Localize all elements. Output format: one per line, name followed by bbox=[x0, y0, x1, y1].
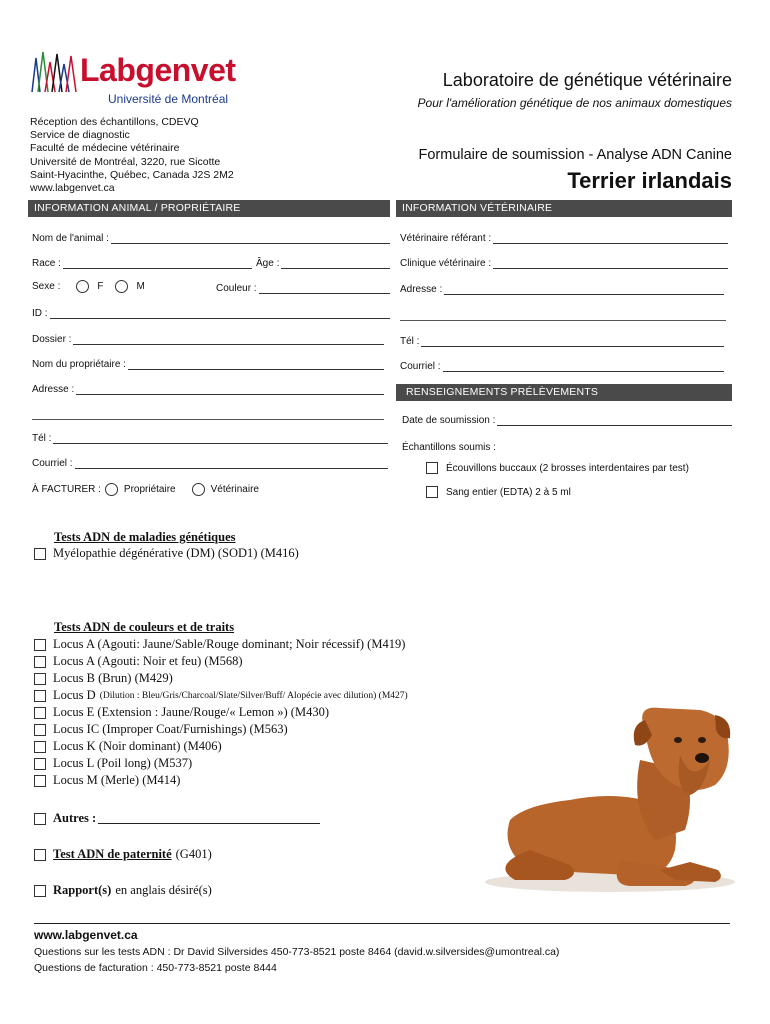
blood-option: Sang entier (EDTA) 2 à 5 ml bbox=[426, 486, 571, 498]
test-item: Locus D (Dilution : Bleu/Gris/Charcoal/Slate/Silver/Buff/ Alopécie avec dilution) (M427) bbox=[34, 688, 408, 703]
test-checkbox[interactable] bbox=[34, 673, 46, 685]
footer-divider bbox=[34, 923, 730, 924]
address-line: Service de diagnostic bbox=[30, 129, 130, 142]
swab-checkbox[interactable] bbox=[426, 462, 438, 474]
submission-date-field[interactable]: Date de soumission : bbox=[402, 415, 732, 426]
bill-vet-radio[interactable] bbox=[192, 483, 205, 496]
test-checkbox[interactable] bbox=[34, 707, 46, 719]
form-title: Formulaire de soumission - Analyse ADN Canine bbox=[418, 147, 732, 163]
test-checkbox[interactable] bbox=[34, 775, 46, 787]
dna-wave-icon bbox=[30, 50, 82, 94]
section-animal: INFORMATION ANIMAL / PROPRIÉTAIRE bbox=[28, 200, 390, 217]
address-line: Faculté de médecine vétérinaire bbox=[30, 142, 180, 155]
samples-label: Échantillons soumis : bbox=[402, 442, 496, 453]
test-checkbox[interactable] bbox=[34, 741, 46, 753]
address-line: Université de Montréal, 3220, rue Sicotte bbox=[30, 155, 221, 168]
paternity-checkbox[interactable] bbox=[34, 849, 46, 861]
report-item: Rapport(s) en anglais désiré(s) bbox=[34, 883, 212, 898]
sex-m-radio[interactable] bbox=[115, 280, 128, 293]
blood-checkbox[interactable] bbox=[426, 486, 438, 498]
bill-owner-radio[interactable] bbox=[105, 483, 118, 496]
sex-field: Sexe : F M bbox=[32, 281, 145, 292]
breed-title: Terrier irlandais bbox=[567, 168, 732, 193]
test-item: Locus L (Poil long) (M537) bbox=[34, 756, 192, 771]
tagline: Pour l'amélioration génétique de nos animaux domestiques bbox=[417, 96, 732, 110]
address-line: Saint-Hyacinthe, Québec, Canada J2S 2M2 bbox=[30, 168, 234, 181]
website-link[interactable]: www.labgenvet.ca bbox=[30, 182, 115, 195]
test-checkbox[interactable] bbox=[34, 690, 46, 702]
vet-referrer-field[interactable]: Vétérinaire référant : bbox=[400, 233, 728, 244]
age-field[interactable]: Âge : bbox=[256, 258, 390, 269]
logo-subtitle: Université de Montréal bbox=[108, 92, 229, 106]
report-checkbox[interactable] bbox=[34, 885, 46, 897]
vet-tel-field[interactable]: Tél : bbox=[400, 336, 724, 347]
owner-tel-field[interactable]: Tél : bbox=[32, 433, 388, 444]
test-item: Locus IC (Improper Coat/Furnishings) (M563) bbox=[34, 722, 288, 737]
address-line: Réception des échantillons, CDEVQ bbox=[30, 116, 199, 128]
race-field[interactable]: Race : bbox=[32, 258, 252, 269]
animal-name-field[interactable]: Nom de l'animal : bbox=[32, 233, 390, 244]
vet-email-field[interactable]: Courriel : bbox=[400, 361, 724, 372]
vet-address-field[interactable]: Adresse : bbox=[400, 284, 724, 295]
color-field[interactable]: Couleur : bbox=[216, 283, 390, 294]
test-checkbox[interactable] bbox=[34, 724, 46, 736]
test-item: Locus E (Extension : Jaune/Rouge/« Lemon ») (M430) bbox=[34, 705, 329, 720]
test-checkbox[interactable] bbox=[34, 656, 46, 668]
test-checkbox[interactable] bbox=[34, 548, 46, 560]
test-checkbox[interactable] bbox=[34, 639, 46, 651]
lab-title: Laboratoire de génétique vétérinaire bbox=[442, 70, 732, 90]
clinic-field[interactable]: Clinique vétérinaire : bbox=[400, 258, 728, 269]
file-field[interactable]: Dossier : bbox=[32, 334, 384, 345]
footer-website[interactable]: www.labgenvet.ca bbox=[34, 928, 138, 942]
traits-title: Tests ADN de couleurs et de traits bbox=[54, 620, 235, 634]
owner-field[interactable]: Nom du propriétaire : bbox=[32, 359, 384, 370]
others-checkbox[interactable] bbox=[34, 813, 46, 825]
owner-address-line2[interactable] bbox=[32, 419, 384, 420]
test-item: Locus A (Agouti: Noir et feu) (M568) bbox=[34, 654, 243, 669]
dog-illustration bbox=[470, 700, 740, 900]
test-checkbox[interactable] bbox=[34, 758, 46, 770]
paternity-item: Test ADN de paternité (G401) bbox=[34, 847, 212, 862]
vet-address-line2[interactable] bbox=[400, 320, 726, 321]
test-item: Locus A (Agouti: Jaune/Sable/Rouge dominant; Noir récessif) (M419) bbox=[34, 637, 405, 652]
owner-address-field[interactable]: Adresse : bbox=[32, 384, 384, 395]
others-input[interactable] bbox=[98, 813, 320, 824]
section-sampling: RENSEIGNEMENTS PRÉLÈVEMENTS bbox=[396, 384, 732, 401]
others-item: Autres : bbox=[34, 811, 320, 826]
sex-f-radio[interactable] bbox=[76, 280, 89, 293]
footer-questions-tests: Questions sur les tests ADN : Dr David Silversides 450-773-8521 poste 8464 (david.w.silversides@umontreal.ca) bbox=[34, 946, 560, 958]
test-item: Locus M (Merle) (M414) bbox=[34, 773, 180, 788]
swab-option: Écouvillons buccaux (2 brosses interdentaires par test) bbox=[426, 462, 689, 474]
owner-email-field[interactable]: Courriel : bbox=[32, 458, 388, 469]
billing-field: À FACTURER : Propriétaire Vétérinaire bbox=[32, 484, 259, 495]
address-block bbox=[30, 116, 234, 195]
test-item: Myélopathie dégénérative (DM) (SOD1) (M416) bbox=[34, 546, 299, 561]
section-vet: INFORMATION VÉTÉRINAIRE bbox=[396, 200, 732, 217]
logo-wordmark: Labgenvet bbox=[80, 52, 236, 88]
test-item: Locus B (Brun) (M429) bbox=[34, 671, 173, 686]
diseases-title: Tests ADN de maladies génétiques bbox=[54, 530, 236, 544]
footer-questions-billing: Questions de facturation : 450-773-8521 poste 8444 bbox=[34, 962, 277, 974]
test-item: Locus K (Noir dominant) (M406) bbox=[34, 739, 222, 754]
logo bbox=[30, 48, 245, 110]
id-field[interactable]: ID : bbox=[32, 308, 390, 319]
